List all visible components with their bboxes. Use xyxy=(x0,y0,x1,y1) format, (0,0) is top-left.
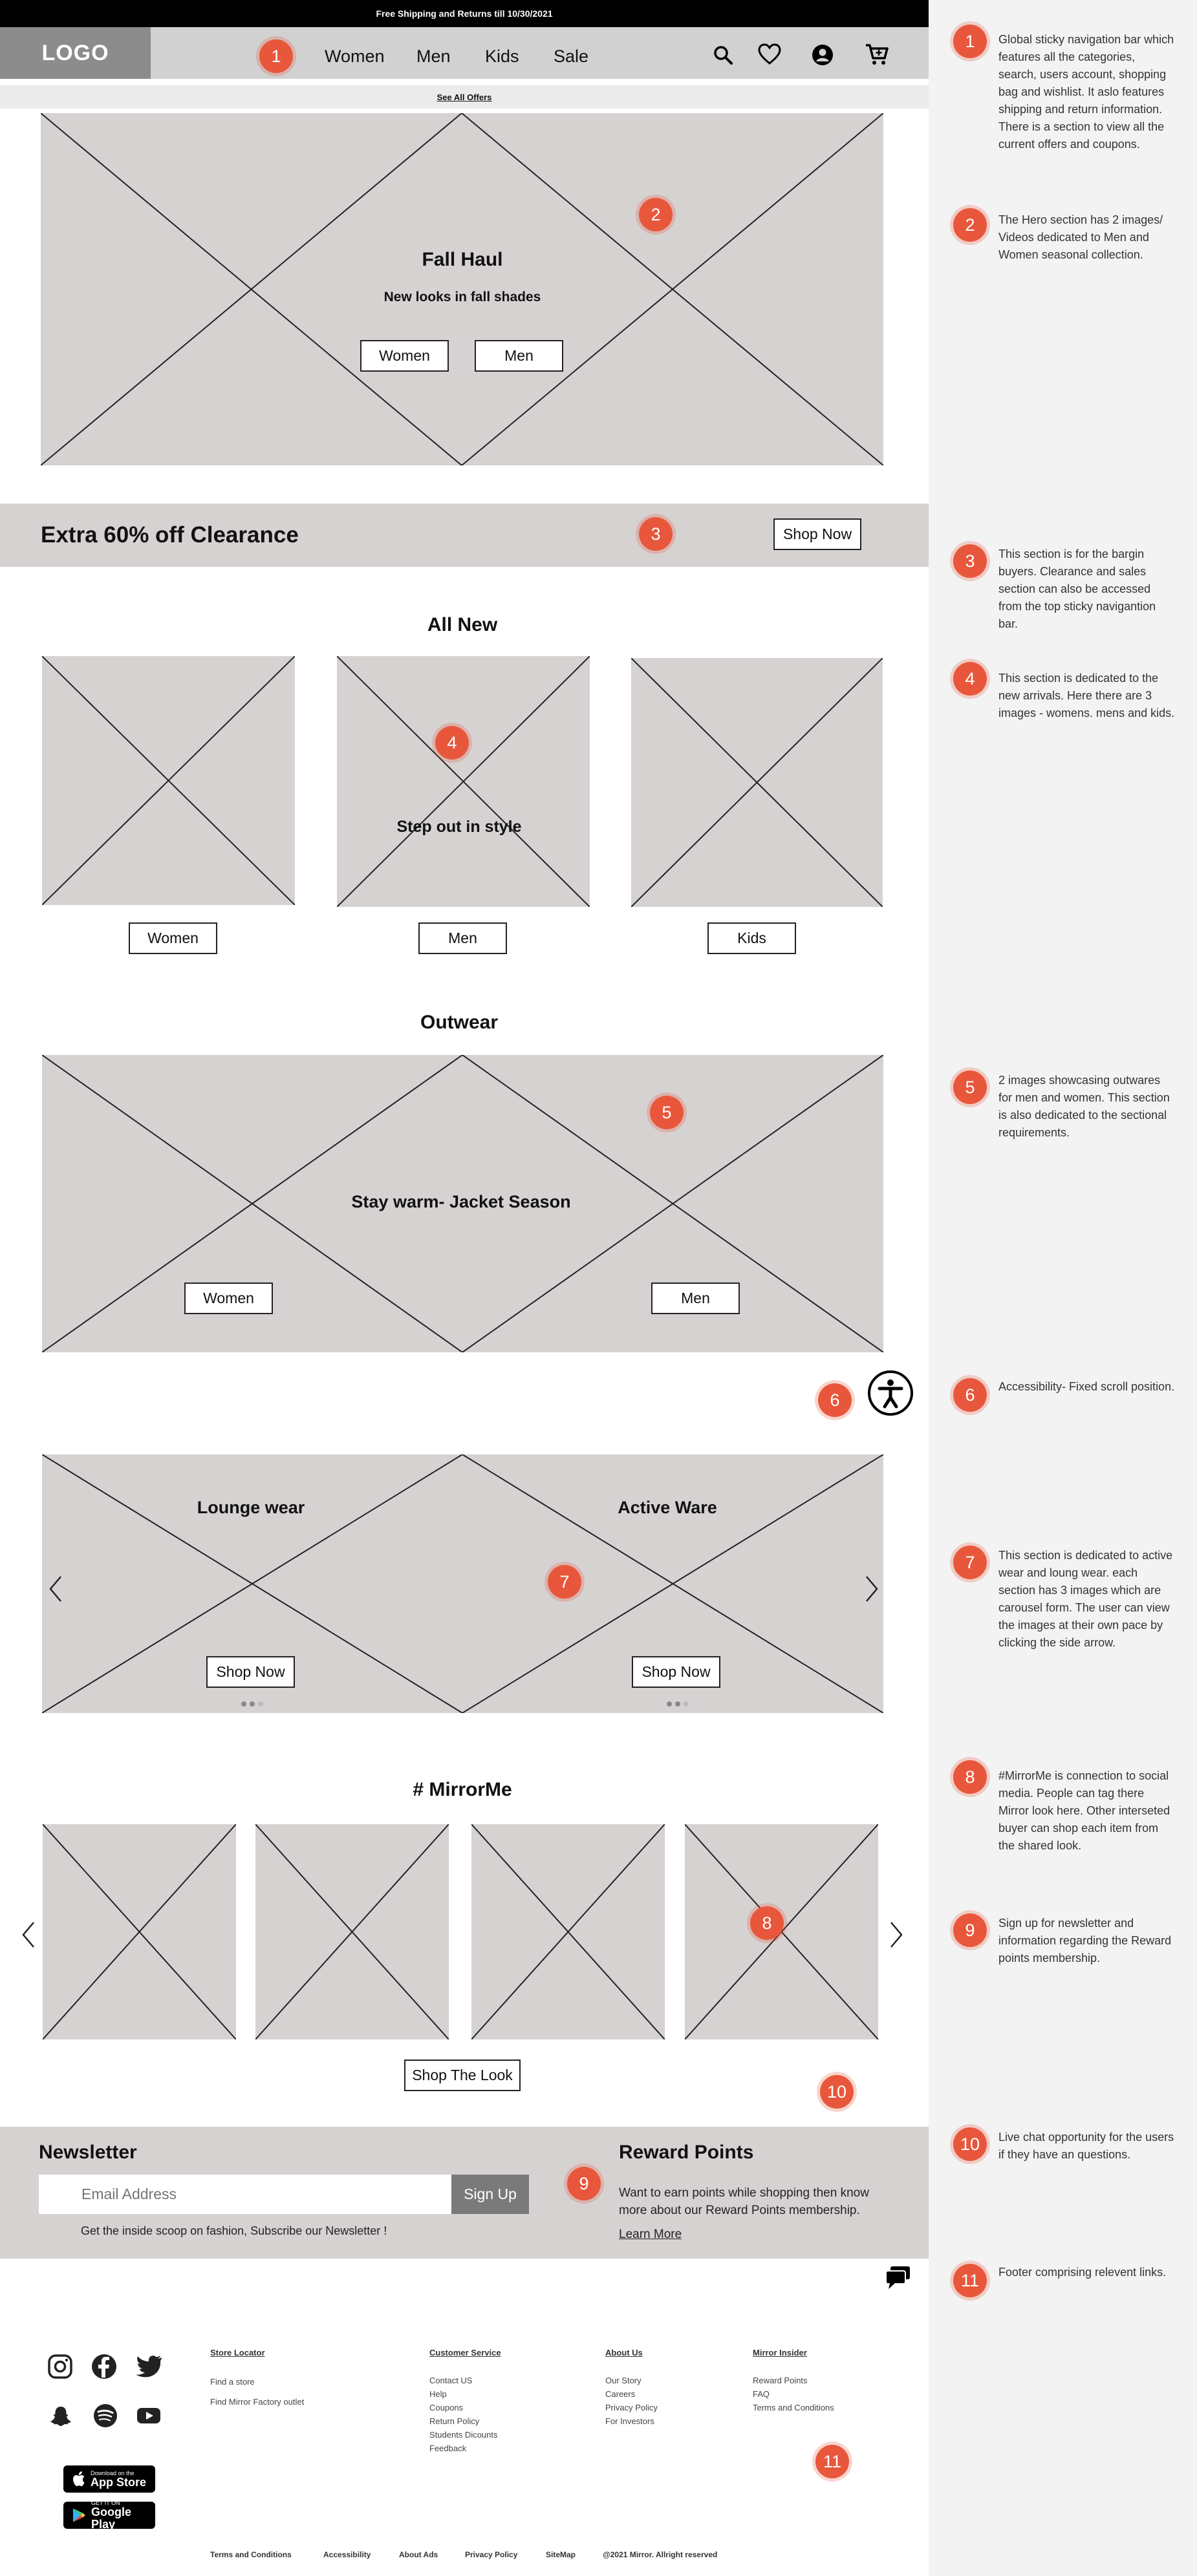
note-10: Live chat opportunity for the users if they have an questions. xyxy=(998,2131,1174,2161)
store-locator-heading: Store Locator xyxy=(210,2348,265,2358)
note-7: This section is dedicated to active wear and loung wear. each section has 3 images which are carousel form. The user can view the images at their own pace by clicking the side arrow. xyxy=(998,1549,1173,1649)
email-input[interactable] xyxy=(39,2175,451,2214)
learn-more-link[interactable]: Learn More xyxy=(619,2228,682,2241)
annotation-badge-5: 5 xyxy=(650,1096,684,1129)
mirrorme-photo-3[interactable] xyxy=(471,1824,665,2039)
all-new-women-button[interactable]: Women xyxy=(129,922,217,954)
note-2: The Hero section has 2 images/ Videos dedicated to Men and Women seasonal collection. xyxy=(998,213,1163,261)
note-3: This section is for the bargin buyers. Clearance and sales section can also be accessed from the top sticky navigantion bar. xyxy=(998,548,1156,630)
bottom-link-about-ads[interactable]: About Ads xyxy=(399,2550,438,2559)
twitter-icon[interactable] xyxy=(135,2354,163,2379)
footer-link-factory-outlet[interactable]: Find Mirror Factory outlet xyxy=(210,2397,305,2407)
bottom-link-sitemap[interactable]: SiteMap xyxy=(546,2550,576,2559)
side-badge-7: 7 xyxy=(953,1546,987,1579)
store-locator-links xyxy=(210,2375,304,2409)
shop-the-look-button[interactable]: Shop The Look xyxy=(404,2060,521,2091)
app-store-small-text: Download on the xyxy=(91,2469,135,2476)
hero-subtitle: New looks in fall shades xyxy=(383,290,541,304)
all-new-men-button[interactable]: Men xyxy=(418,922,507,954)
sign-up-button[interactable]: Sign Up xyxy=(451,2175,529,2214)
side-badge-4: 4 xyxy=(953,662,987,696)
carousel-left-arrow[interactable] xyxy=(47,1574,65,1604)
annotation-badge-2: 2 xyxy=(639,198,673,231)
all-new-kids-button[interactable]: Kids xyxy=(707,922,796,954)
note-11: Footer comprising relevent links. xyxy=(998,2266,1167,2279)
google-play-big-text: Google Play xyxy=(91,2506,131,2531)
side-badge-3: 3 xyxy=(953,544,987,578)
side-badge-2: 2 xyxy=(953,208,987,242)
lounge-wear-title: Lounge wear xyxy=(197,1498,305,1517)
hero-women-button[interactable]: Women xyxy=(360,340,449,372)
annotation-badge-6: 6 xyxy=(818,1383,852,1417)
logo[interactable] xyxy=(0,27,151,79)
instagram-icon[interactable] xyxy=(47,2353,74,2380)
mirrorme-photo-1[interactable] xyxy=(43,1824,236,2039)
see-all-offers-link[interactable]: See All Offers xyxy=(437,92,492,102)
hero-men-button[interactable]: Men xyxy=(475,340,563,372)
newsletter-title: Newsletter xyxy=(39,2142,137,2163)
footer-link-help[interactable]: Help xyxy=(429,2389,447,2399)
footer-link-privacy-policy[interactable]: Privacy Policy xyxy=(605,2403,658,2412)
annotation-badge-9: 9 xyxy=(567,2167,601,2200)
spotify-icon[interactable] xyxy=(93,2403,118,2428)
footer-link-return-policy[interactable]: Return Policy xyxy=(429,2416,480,2426)
copyright-text: @2021 Mirror. Allright reserved xyxy=(603,2550,718,2559)
outwear-women-button[interactable]: Women xyxy=(184,1283,273,1314)
annotation-badge-10: 10 xyxy=(820,2075,854,2109)
note-6: Accessibility- Fixed scroll position. xyxy=(998,1380,1175,1393)
accessibility-icon[interactable] xyxy=(867,1369,914,1417)
reward-points-line-2: more about our Reward Points membership. xyxy=(619,2204,860,2217)
annotation-badge-4: 4 xyxy=(435,726,469,760)
facebook-icon[interactable] xyxy=(91,2353,118,2380)
side-badge-5: 5 xyxy=(953,1070,987,1104)
activewear-carousel xyxy=(42,1454,883,1713)
announcement-bar xyxy=(0,0,929,27)
side-badge-1: 1 xyxy=(953,25,987,58)
all-new-women-image xyxy=(42,656,295,905)
active-ware-title: Active Ware xyxy=(618,1498,717,1517)
side-badge-9: 9 xyxy=(953,1913,987,1947)
youtube-icon[interactable] xyxy=(136,2406,162,2425)
footer-link-student-discounts[interactable]: Students Dicounts xyxy=(429,2430,498,2440)
note-5: 2 images showcasing outwares for men and women. This section is also dedicated to the sectional requirements. xyxy=(998,1074,1170,1139)
hero-title: Fall Haul xyxy=(422,249,503,270)
footer-link-feedback[interactable]: Feedback xyxy=(429,2443,467,2453)
all-new-kids-image xyxy=(631,658,883,907)
footer-link-contact-us[interactable]: Contact US xyxy=(429,2376,473,2385)
newsletter-caption: Get the inside scoop on fashion, Subscribe our Newsletter ! xyxy=(81,2224,387,2237)
outwear-men-button[interactable]: Men xyxy=(651,1283,740,1314)
note-8: #MirrorMe is connection to social media. People can tag there Mirror look here. Other interseted buyer can shop each item from the shared look. xyxy=(998,1769,1170,1852)
clearance-shop-now-button[interactable]: Shop Now xyxy=(773,518,861,550)
note-9: Sign up for newsletter and information regarding the Reward points membership. xyxy=(998,1917,1172,1964)
nav-sale[interactable]: Sale xyxy=(554,47,589,66)
reward-points-title: Reward Points xyxy=(619,2142,754,2163)
footer-link-for-investors[interactable]: For Investors xyxy=(605,2416,654,2426)
lounge-wear-shop-now-button[interactable]: Shop Now xyxy=(206,1656,295,1688)
nav-kids[interactable]: Kids xyxy=(485,47,519,66)
app-store-badge[interactable] xyxy=(63,2465,155,2493)
clearance-title: Extra 60% off Clearance xyxy=(41,522,299,548)
footer-link-coupons[interactable]: Coupons xyxy=(429,2403,464,2412)
apple-icon xyxy=(72,2471,85,2487)
footer-link-our-story[interactable]: Our Story xyxy=(605,2376,642,2385)
google-play-small-text: GET IT ON xyxy=(91,2500,120,2506)
mirror-insider-links xyxy=(753,2374,834,2414)
all-new-men-image xyxy=(337,656,590,907)
heart-icon[interactable] xyxy=(757,43,782,66)
google-play-icon xyxy=(72,2507,86,2523)
footer-link-terms[interactable]: Terms and Conditions xyxy=(753,2403,834,2412)
side-badge-8: 8 xyxy=(953,1760,987,1794)
all-new-title: All New xyxy=(427,614,498,635)
mirror-insider-heading: Mirror Insider xyxy=(753,2348,807,2358)
outwear-overlay-text: Stay warm- Jacket Season xyxy=(351,1192,571,1211)
side-badge-6: 6 xyxy=(953,1378,987,1412)
annotation-badge-3: 3 xyxy=(639,517,673,551)
annotation-badge-1: 1 xyxy=(259,39,293,73)
account-icon[interactable] xyxy=(811,43,834,67)
footer-link-reward-points[interactable]: Reward Points xyxy=(753,2376,808,2385)
bottom-link-privacy-policy[interactable]: Privacy Policy xyxy=(465,2550,518,2559)
footer-link-careers[interactable]: Careers xyxy=(605,2389,636,2399)
logo-text: LOGO xyxy=(41,40,109,65)
offers-bar xyxy=(0,85,929,109)
active-ware-shop-now-button[interactable]: Shop Now xyxy=(632,1656,720,1688)
bottom-link-accessibility[interactable]: Accessibility xyxy=(323,2550,371,2559)
side-badge-11: 11 xyxy=(953,2264,987,2297)
side-badge-10: 10 xyxy=(953,2127,987,2161)
all-new-overlay-text: Step out in style xyxy=(396,818,522,836)
snapchat-icon[interactable] xyxy=(49,2405,72,2428)
chat-icon[interactable] xyxy=(884,2264,912,2291)
annotation-badge-11: 11 xyxy=(815,2445,849,2478)
announcement-text: Free Shipping and Returns till 10/30/2021 xyxy=(376,8,553,19)
mirrorme-photo-4[interactable] xyxy=(685,1824,878,2039)
footer-link-faq[interactable]: FAQ xyxy=(753,2389,770,2399)
annotation-panel xyxy=(929,0,1197,2576)
note-4: This section is dedicated to the new arrivals. Here there are 3 images - womens. mens and kids. xyxy=(998,672,1175,719)
mirrorme-photo-2[interactable] xyxy=(255,1824,449,2039)
search-icon[interactable] xyxy=(712,44,734,66)
reward-points-line-1: Want to earn points while shopping then know xyxy=(619,2186,869,2200)
customer-service-links xyxy=(429,2374,498,2455)
note-1: Global sticky navigation bar which features all the categories, search, users account, shopping bag and wishlist. It aslo features shipping and return information. There is a section to view all the current offers and coupons. xyxy=(998,33,1174,151)
nav-men[interactable]: Men xyxy=(416,47,451,66)
google-play-badge[interactable] xyxy=(63,2502,155,2529)
app-store-big-text: App Store xyxy=(91,2475,147,2489)
about-us-links xyxy=(605,2374,658,2428)
annotation-badge-8: 8 xyxy=(750,1906,784,1940)
carousel-right-arrow[interactable] xyxy=(863,1574,881,1604)
outwear-title: Outwear xyxy=(420,1012,499,1033)
lounge-wear-carousel-dots[interactable] xyxy=(241,1701,263,1707)
active-ware-carousel-dots[interactable] xyxy=(667,1701,689,1707)
footer-link-find-store[interactable]: Find a store xyxy=(210,2377,255,2387)
about-us-heading: About Us xyxy=(605,2348,643,2358)
mirrorme-left-arrow[interactable] xyxy=(19,1920,38,1950)
customer-service-heading: Customer Service xyxy=(429,2348,501,2358)
mirrorme-title: # MirrorMe xyxy=(413,1779,512,1800)
nav-women[interactable]: Women xyxy=(325,47,385,66)
mirrorme-right-arrow[interactable] xyxy=(887,1920,905,1950)
annotation-badge-7: 7 xyxy=(548,1565,581,1599)
bottom-link-terms[interactable]: Terms and Conditions xyxy=(210,2550,292,2559)
cart-icon[interactable] xyxy=(864,41,890,67)
